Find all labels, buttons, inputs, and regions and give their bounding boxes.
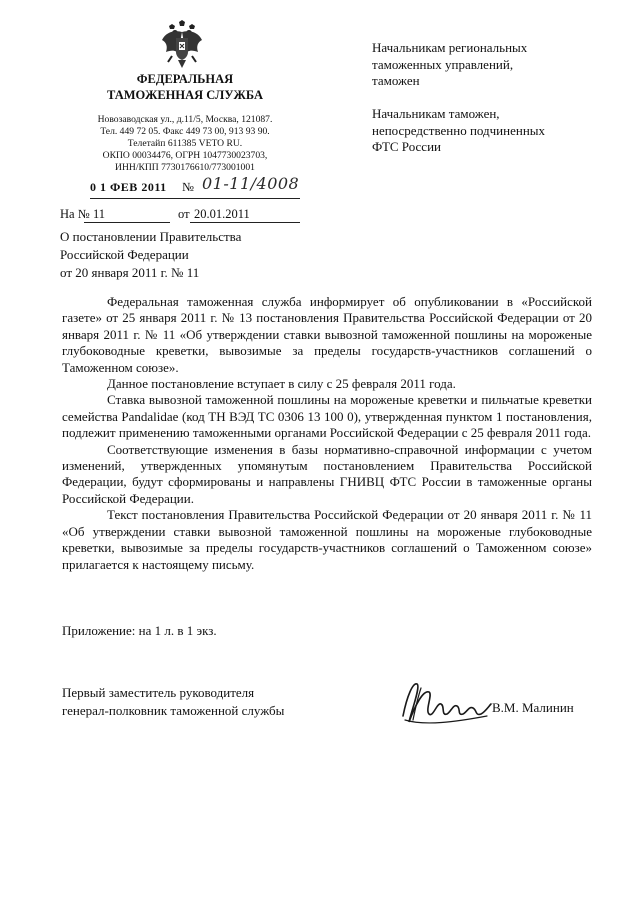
body-paragraph: Федеральная таможенная служба информирует об опубликовании в «Российской газете» от 25 января 2011 г. № 13 постановления Правительства Российской Федерации от 20 января 2011 г. № 11 «Об утверждении ставки вывозной таможенной пошлины на мороженые глубоководные креветки, вывозимые за пределы государств-участников соглашений о Таможенном союзе». bbox=[62, 294, 592, 375]
addressee-line: Начальникам таможен, bbox=[372, 106, 500, 121]
subject-line: О постановлении Правительства bbox=[60, 229, 242, 244]
contact-address: Новозаводская ул., д.11/5, Москва, 121087. bbox=[97, 114, 273, 125]
addressee-group-1 bbox=[372, 40, 622, 90]
registration-underline bbox=[90, 198, 300, 199]
body-paragraph: Данное постановление вступает в силу с 25 февраля 2011 года. bbox=[107, 376, 456, 392]
addressee-line: таможенных управлений, bbox=[372, 56, 514, 72]
org-name-line1: ФЕДЕРАЛЬНАЯ bbox=[136, 72, 234, 86]
addressee-group-2 bbox=[372, 106, 622, 156]
attachment-note: Приложение: на 1 л. в 1 экз. bbox=[62, 623, 217, 638]
registration-number-label: № bbox=[182, 180, 194, 194]
body-paragraph: Соответствующие изменения в базы нормативно-справочной информации с учетом изменений, утвержденных упомянутым постановлением Правительства Российской Федерации, будут сформированы и направлены ГНИВЦ ФТС России в таможенные органы Российской Федерации. bbox=[62, 441, 592, 506]
letter-subject bbox=[60, 228, 320, 282]
reference-number-underline bbox=[84, 222, 170, 223]
coat-of-arms-icon bbox=[160, 20, 204, 70]
reference-number: 11 bbox=[93, 207, 106, 221]
body-paragraph: Ставка вывозной таможенной пошлины на мороженые креветки и пильчатые креветки семейства Pandalidae (код ТН ВЭД ТС 0306 13 100 0), утвержденная пунктом 1 постановления, подлежит применению таможенными органами Российской Федерации с 25 февраля 2011 года. bbox=[62, 392, 592, 441]
registration-date-stamp: 0 1 ФЕВ 2011 bbox=[90, 180, 167, 194]
contact-teletype: Телетайп 611385 VETO RU. bbox=[127, 138, 243, 149]
reference-date: 20.01.2011 bbox=[194, 207, 250, 221]
registration-line bbox=[90, 174, 300, 198]
signer-title-line1: Первый заместитель руководителя bbox=[62, 685, 255, 700]
reference-number-label: На № bbox=[60, 207, 90, 221]
org-contacts bbox=[60, 114, 310, 174]
addressee-line: Начальникам региональных bbox=[372, 40, 528, 55]
signer-name: В.М. Малинин bbox=[492, 700, 574, 715]
subject-line: от 20 января 2011 г. № 11 bbox=[60, 265, 200, 280]
contact-inn: ИНН/КПП 7730176610/773001001 bbox=[115, 162, 255, 173]
signer-title-line2: генерал-полковник таможенной службы bbox=[62, 703, 285, 718]
reference-date-label: от bbox=[178, 207, 190, 221]
reference-line bbox=[60, 207, 300, 223]
body-paragraph: Текст постановления Правительства Российской Федерации от 20 января 2011 г. № 11 «Об утверждении ставки вывозной таможенной пошлины на мороженые глубоководные креветки, вывозимые за пределы государств-участников соглашений о Таможенном союзе» прилагается к настоящему письму. bbox=[62, 507, 592, 572]
subject-line: Российской Федерации bbox=[60, 247, 189, 262]
contact-okpo: ОКПО 00034476, ОГРН 1047730023703, bbox=[102, 150, 268, 161]
addressee-line: непосредственно подчиненных bbox=[372, 122, 546, 138]
contact-phone: Тел. 449 72 05. Факс 449 73 00, 913 93 90. bbox=[100, 126, 270, 137]
org-name-line2: ТАМОЖЕННАЯ СЛУЖБА bbox=[107, 88, 263, 102]
addressee-line: ФТС России bbox=[372, 139, 441, 154]
signer-title bbox=[62, 684, 362, 720]
registration-number-handwritten: 01-11/4008 bbox=[202, 174, 300, 193]
letter-body bbox=[62, 294, 592, 573]
reference-date-underline bbox=[190, 222, 300, 223]
addressee-line: таможен bbox=[372, 73, 420, 88]
handwritten-signature bbox=[395, 676, 495, 730]
